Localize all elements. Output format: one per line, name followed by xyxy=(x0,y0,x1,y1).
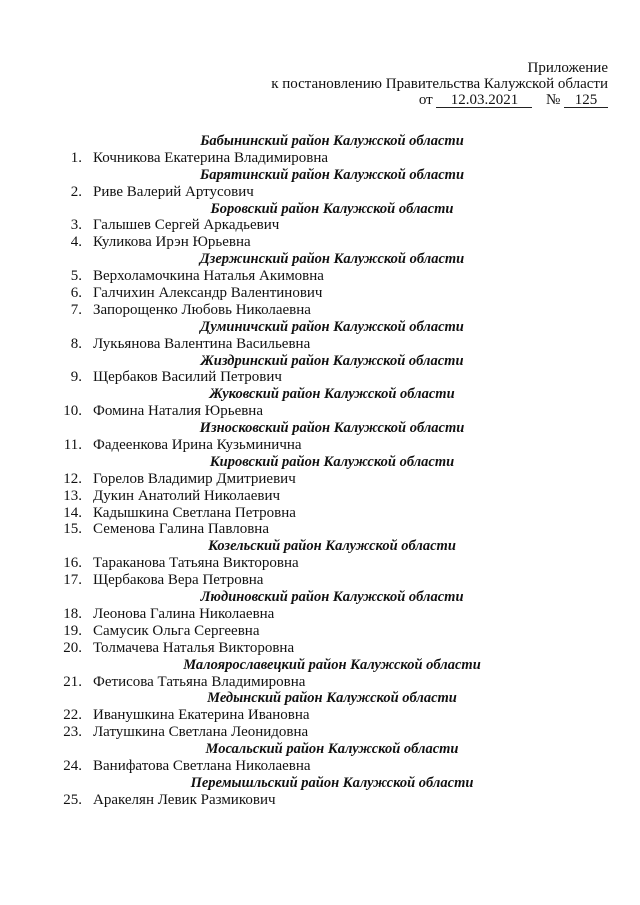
item-number: 9. xyxy=(70,369,82,386)
item-number: 8. xyxy=(70,335,82,352)
district-heading: Малоярославецкий район Калужской области xyxy=(183,656,481,673)
list-item xyxy=(0,184,640,201)
date-prefix: от xyxy=(418,92,433,108)
document-header xyxy=(271,60,608,108)
date-number-line xyxy=(271,92,608,108)
district-heading: Бабынинский район Калужской области xyxy=(200,133,464,149)
item-number: 7. xyxy=(70,301,82,318)
list-item xyxy=(0,234,640,251)
list-item xyxy=(0,758,640,775)
list-item xyxy=(0,217,640,234)
item-number: 12. xyxy=(63,470,82,487)
person-name: Кадышкина Светлана Петровна xyxy=(93,504,296,521)
list-item xyxy=(0,150,640,167)
person-name: Горелов Владимир Дмитриевич xyxy=(93,470,296,487)
item-number: 3. xyxy=(70,217,82,234)
district-heading: Жуковский район Калужской области xyxy=(209,386,455,403)
person-name: Семенова Галина Павловна xyxy=(93,521,269,538)
district-list xyxy=(0,133,640,809)
list-item xyxy=(0,285,640,302)
item-number: 17. xyxy=(63,572,82,589)
person-name: Толмачева Наталья Викторовна xyxy=(93,639,295,656)
item-number: 16. xyxy=(63,555,82,572)
person-name: Лукьянова Валентина Васильевна xyxy=(93,335,311,352)
list-item xyxy=(0,369,640,386)
person-name: Кочникова Екатерина Владимировна xyxy=(93,149,329,166)
person-name: Риве Валерий Артусович xyxy=(93,183,254,200)
district-heading: Жиздринский район Калужской области xyxy=(200,352,464,369)
item-number: 15. xyxy=(63,521,82,538)
item-number: 2. xyxy=(70,183,82,200)
district-heading: Медынский район Калужской области xyxy=(207,690,457,707)
number-prefix: № xyxy=(545,92,561,108)
list-item xyxy=(0,488,640,505)
item-number: 22. xyxy=(63,707,82,724)
list-item xyxy=(0,623,640,640)
list-item xyxy=(0,792,640,809)
person-name: Галчихин Александр Валентинович xyxy=(93,285,323,302)
item-number: 20. xyxy=(63,639,82,656)
person-name: Запорощенко Любовь Николаевна xyxy=(93,301,311,318)
list-item xyxy=(0,572,640,589)
district-heading: Думиничский район Калужской области xyxy=(200,318,464,335)
item-number: 23. xyxy=(63,724,82,741)
item-number: 13. xyxy=(63,487,82,504)
item-number: 14. xyxy=(63,504,82,521)
list-item xyxy=(0,437,640,454)
district-heading: Барятинский район Калужской области xyxy=(199,166,465,183)
resolution-date: 12.03.2021 xyxy=(436,93,532,108)
person-name: Щербаков Василий Петрович xyxy=(93,369,282,386)
appendix-label: Приложение xyxy=(527,60,608,76)
item-number: 10. xyxy=(63,403,82,420)
district-heading: Кировский район Калужской области xyxy=(209,453,455,470)
person-name: Верхоламочкина Наталья Акимовна xyxy=(93,268,324,285)
item-number: 5. xyxy=(70,268,82,285)
person-name: Ванифатова Светлана Николаевна xyxy=(93,757,311,774)
list-item xyxy=(0,674,640,691)
person-name: Щербакова Вера Петровна xyxy=(93,572,264,589)
list-item xyxy=(0,336,640,353)
item-number: 21. xyxy=(63,673,82,690)
list-item xyxy=(0,724,640,741)
district-heading: Перемышльский район Калужской области xyxy=(190,774,474,791)
person-name: Леонова Галина Николаевна xyxy=(93,605,275,622)
resolution-number: 125 xyxy=(564,93,608,108)
person-name: Галышев Сергей Аркадьевич xyxy=(93,217,280,234)
list-item xyxy=(0,521,640,538)
person-name: Фетисова Татьяна Владимировна xyxy=(93,673,306,690)
list-item xyxy=(0,606,640,623)
district-heading: Дзержинский район Калужской области xyxy=(199,251,465,268)
item-number: 4. xyxy=(70,234,82,251)
district-heading: Боровский район Калужской области xyxy=(210,200,454,217)
list-item xyxy=(0,403,640,420)
district-heading: Козельский район Калужской области xyxy=(208,538,456,555)
person-name: Фомина Наталия Юрьевна xyxy=(93,403,263,420)
item-number: 18. xyxy=(63,605,82,622)
item-number: 25. xyxy=(63,791,82,808)
person-name: Иванушкина Екатерина Ивановна xyxy=(93,707,310,724)
district-heading: Мосальский район Калужской области xyxy=(205,741,459,758)
person-name: Куликова Ирэн Юрьевна xyxy=(93,234,251,251)
list-item xyxy=(0,471,640,488)
person-name: Аракелян Левик Размикович xyxy=(93,791,276,808)
item-number: 1. xyxy=(70,149,82,166)
list-item xyxy=(0,707,640,724)
item-number: 11. xyxy=(63,437,82,454)
list-item xyxy=(0,302,640,319)
person-name: Фадеенкова Ирина Кузьминична xyxy=(93,437,302,454)
resolution-reference: к постановлению Правительства Калужской области xyxy=(271,76,608,92)
district-heading: Износковский район Калужской области xyxy=(199,420,465,437)
list-item xyxy=(0,555,640,572)
district-heading: Людиновский район Калужской области xyxy=(200,589,464,606)
item-number: 24. xyxy=(63,757,82,774)
person-name: Дукин Анатолий Николаевич xyxy=(93,487,281,504)
item-number: 6. xyxy=(70,285,82,302)
list-item xyxy=(0,505,640,522)
list-item xyxy=(0,268,640,285)
list-item xyxy=(0,640,640,657)
item-number: 19. xyxy=(63,622,82,639)
person-name: Самусик Ольга Сергеевна xyxy=(93,622,260,639)
person-name: Латушкина Светлана Леонидовна xyxy=(93,724,309,741)
person-name: Тараканова Татьяна Викторовна xyxy=(93,555,299,572)
